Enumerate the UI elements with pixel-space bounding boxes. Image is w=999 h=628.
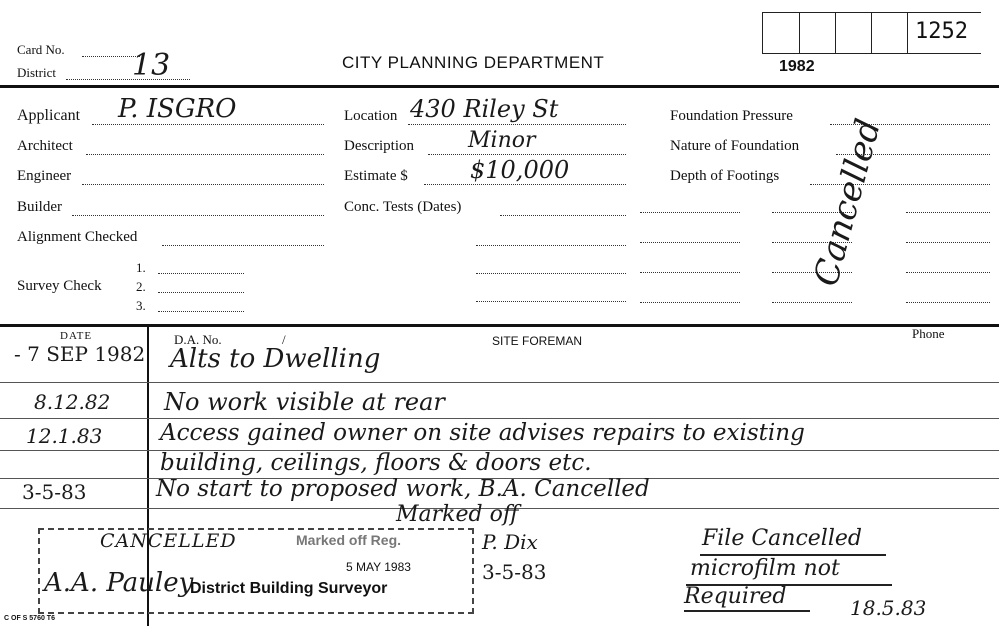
stamp-marked-off: Marked off Reg. xyxy=(296,532,402,548)
date-header: DATE xyxy=(60,330,93,342)
location-value: 430 Riley St xyxy=(410,95,559,123)
log-text: building, ceilings, floors & doors etc. xyxy=(160,450,592,476)
department-title: CITY PLANNING DEPARTMENT xyxy=(342,53,605,72)
district-value: 13 xyxy=(132,48,171,83)
note-file-cancelled: File Cancelled xyxy=(702,526,862,551)
card-number: 1252 xyxy=(915,19,968,44)
depth-footings-label: Depth of Footings xyxy=(670,168,780,184)
log-row xyxy=(0,386,999,418)
log-text: No start to proposed work, B.A. Cancelled xyxy=(156,476,650,502)
description-value: Minor xyxy=(468,128,536,153)
note-required: Required xyxy=(684,584,787,609)
da-slash: / xyxy=(282,332,286,347)
survey-label: Survey Check xyxy=(17,278,102,294)
foundation-pressure-label: Foundation Pressure xyxy=(670,108,793,124)
survey-2: 2. xyxy=(136,279,146,294)
phone-header: Phone xyxy=(912,326,945,341)
log-text: No work visible at rear xyxy=(164,388,445,416)
stamp-cancelled: CANCELLED xyxy=(100,530,237,552)
applicant-label: Applicant xyxy=(17,107,81,124)
conc-tests-label: Conc. Tests (Dates) xyxy=(344,199,462,215)
nature-foundation-label: Nature of Foundation xyxy=(670,138,800,154)
stamp-date-handwritten: 3-5-83 xyxy=(482,560,547,584)
log-date: - 7 SEP 1982 xyxy=(14,342,146,366)
year: 1982 xyxy=(779,58,815,75)
form-code: C OF S 5760 T6 xyxy=(4,615,55,622)
builder-label: Builder xyxy=(17,199,62,215)
card-no-label: Card No. xyxy=(17,42,65,57)
location-label: Location xyxy=(344,108,398,124)
da-header: D.A. No. xyxy=(174,332,222,347)
log-date: 8.12.82 xyxy=(34,390,111,414)
note-signed-date: 18.5.83 xyxy=(850,596,927,620)
estimate-value: $10,000 xyxy=(470,156,570,184)
district-label: District xyxy=(17,65,56,80)
log-text: Access gained owner on site advises repairs to existing xyxy=(160,420,805,446)
district-building-stamp: District Building Surveyor xyxy=(190,580,388,597)
card-number-boxes xyxy=(762,12,981,54)
marked-off-note: Marked off xyxy=(396,502,519,527)
site-foreman-header: SITE FOREMAN xyxy=(492,334,583,348)
estimate-label: Estimate $ xyxy=(344,168,408,184)
engineer-label: Engineer xyxy=(17,168,72,184)
log-row xyxy=(0,340,999,376)
stamp-date: 5 MAY 1983 xyxy=(346,560,411,574)
description-label: Description xyxy=(344,138,414,154)
note-microfilm: microfilm not xyxy=(690,556,840,581)
log-date: 12.1.83 xyxy=(26,424,103,448)
log-date: 3-5-83 xyxy=(22,480,87,504)
stamp-initials: P. Dix xyxy=(482,530,538,554)
survey-1: 1. xyxy=(136,260,146,275)
log-text: Alts to Dwelling xyxy=(170,344,381,374)
architect-label: Architect xyxy=(17,138,73,154)
cancelled-vertical-note: Cancelled xyxy=(806,114,889,291)
signature: A.A. Pauley xyxy=(44,568,194,598)
log-row xyxy=(0,420,999,450)
applicant-value: P. ISGRO xyxy=(118,94,237,124)
alignment-label: Alignment Checked xyxy=(17,229,138,245)
survey-3: 3. xyxy=(136,298,146,313)
